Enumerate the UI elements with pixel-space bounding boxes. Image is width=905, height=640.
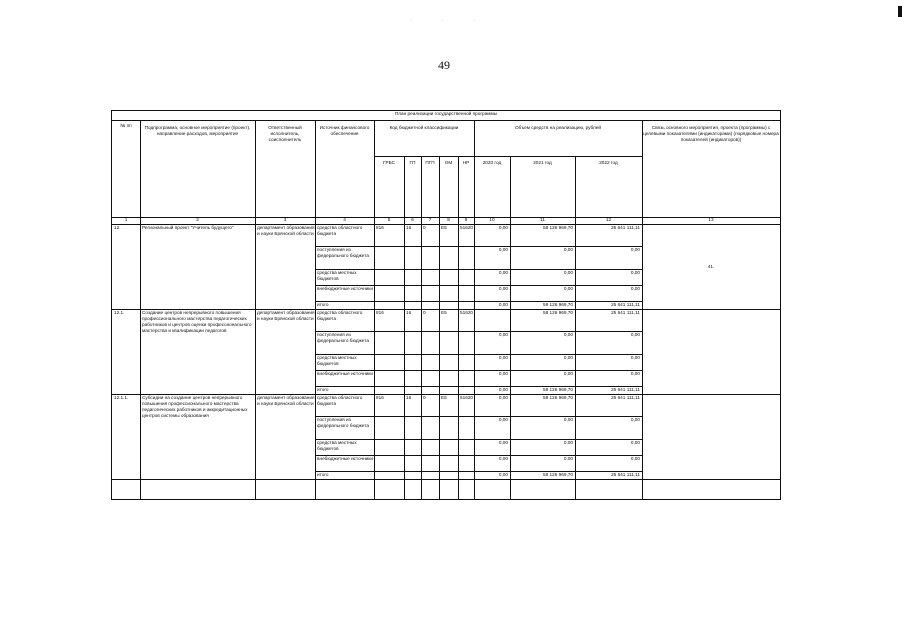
- source-label: внебюджетные источники: [317, 371, 373, 376]
- col-number: 13: [708, 217, 714, 222]
- col-number: 10: [489, 217, 495, 222]
- row-name: Создание центров непрерывного повышения профессионального мастерства педагогических работников и центров оценки профессионального мастерства и квалификации педагогов: [142, 310, 252, 333]
- amount-2020: 0,00: [498, 440, 508, 445]
- col-number: 3: [283, 217, 287, 222]
- source-label: поступления из федерального бюджета: [317, 332, 369, 343]
- source-label: средства местных бюджетов: [317, 270, 357, 281]
- col-number: 11: [540, 217, 545, 222]
- budget-code: 0: [423, 310, 426, 315]
- v-rule: [458, 156, 459, 499]
- row-executor: департамент образования и науки Брянской области: [257, 225, 315, 236]
- amount-2022: 25 641 111,11: [611, 310, 640, 315]
- row-executor: департамент образования и науки Брянской области: [257, 310, 315, 321]
- amount-2022: 25 641 111,11: [611, 302, 640, 307]
- source-label: итого: [317, 302, 329, 307]
- budget-code: E5: [441, 310, 447, 315]
- amount-2021: 58 126 969,70: [543, 395, 573, 400]
- amount-2022: 0,00: [630, 286, 640, 291]
- v-rule: [474, 120, 475, 156]
- budget-code: 0: [423, 225, 426, 230]
- h-rule: [374, 156, 642, 157]
- source-label: внебюджетные источники: [317, 456, 373, 461]
- amount-2021: 0,00: [563, 332, 573, 337]
- amount-2020: 0,00: [498, 387, 508, 392]
- amount-2020: 0,00: [498, 456, 508, 461]
- budget-code: 16: [406, 225, 412, 230]
- row-name: Субсидии на создание центров непрерывного повышения профессионального мастерства педагогических работников и аккредитационных центров системы образования: [142, 395, 248, 418]
- row-num: 12.: [114, 225, 121, 230]
- amount-2020: 0,00: [498, 472, 508, 477]
- budget-code: E5: [441, 225, 447, 230]
- source-label: поступления из федерального бюджета: [317, 247, 369, 258]
- amount-2022: 25 641 111,11: [611, 387, 640, 392]
- indicator-ref: 41.: [707, 264, 715, 269]
- amount-2022: 0,00: [630, 332, 640, 337]
- header-y2020: 2020 год: [482, 160, 502, 165]
- col-number: 9: [464, 217, 468, 222]
- budget-code: E5: [441, 395, 447, 400]
- amount-2020: 0,00: [498, 270, 508, 275]
- row-name: Региональный проект "Учитель будущего": [142, 225, 234, 230]
- header-y2021: 2021 год: [533, 160, 552, 165]
- budget-code: 816: [376, 310, 384, 315]
- header-budget-code: Код бюджетной классификации: [389, 125, 459, 130]
- col-number: 7: [428, 217, 432, 222]
- row-executor: департамент образования и науки Брянской области: [257, 395, 315, 406]
- source-label: итого: [317, 387, 329, 392]
- budget-code: 16: [406, 310, 412, 315]
- amount-2022: 0,00: [630, 440, 640, 445]
- amount-2021: 0,00: [563, 286, 573, 291]
- source-label: средства местных бюджетов: [317, 355, 357, 366]
- amount-2020: 0,00: [498, 332, 508, 337]
- amount-2022: 25 641 111,11: [611, 472, 640, 477]
- col-number: 12: [605, 217, 612, 222]
- amount-2020: 0,00: [498, 355, 508, 360]
- amount-2022: 25 641 111,11: [611, 225, 640, 230]
- source-label: средства областного бюджета: [317, 225, 363, 236]
- amount-2020: 0,00: [498, 395, 508, 400]
- amount-2020: 0,00: [498, 247, 508, 252]
- table-title: План реализации государственной программы: [394, 111, 498, 116]
- scan-dots: · · ·: [410, 18, 490, 24]
- amount-2021: 0,00: [563, 417, 573, 422]
- header-name: Подпрограмма, основное мероприятие (проект), направление расходов, мероприятие: [144, 125, 251, 136]
- budget-code: 0: [423, 395, 426, 400]
- amount-2020: 0,00: [498, 225, 508, 230]
- amount-2022: 0,00: [630, 417, 640, 422]
- budget-code: 816: [376, 395, 384, 400]
- source-label: поступления из федерального бюджета: [317, 417, 369, 428]
- budget-code: 16: [406, 395, 412, 400]
- amount-2021: 58 126 969,70: [543, 310, 573, 315]
- amount-2021: 0,00: [563, 270, 573, 275]
- v-rule: [439, 156, 440, 499]
- header-gp: ГП: [409, 160, 416, 165]
- h-rule: [112, 120, 780, 121]
- header-grbs: ГРБС: [382, 160, 396, 165]
- amount-2021: 58 126 969,70: [543, 472, 573, 477]
- col-number: 5: [387, 217, 391, 222]
- amount-2020: 0,00: [498, 302, 508, 307]
- amount-2020: 0,00: [498, 371, 508, 376]
- col-number: 4: [343, 217, 346, 222]
- v-rule: [404, 156, 405, 499]
- header-source: Источник финансового обеспечения: [319, 125, 370, 136]
- amount-2021: 0,00: [563, 355, 573, 360]
- header-num: № пп: [120, 123, 132, 128]
- amount-2021: 58 126 969,70: [543, 225, 573, 230]
- amount-2020: 0,00: [498, 286, 508, 291]
- col-number: 6: [411, 217, 414, 222]
- source-label: внебюджетные источники: [317, 286, 373, 291]
- col-number: 8: [447, 217, 450, 222]
- header-links: Связь основного мероприятия, проекта (программы) с целевыми показателями (индикаторами) (порядковые номера показателей (индикаторов)): [643, 125, 779, 142]
- row-num: 12.1.: [114, 310, 125, 315]
- budget-code: 816: [376, 225, 384, 230]
- source-label: средства местных бюджетов: [317, 440, 357, 451]
- amount-2021: 0,00: [563, 371, 573, 376]
- header-amount: Объем средств на реализацию, рублей: [515, 125, 601, 130]
- col-number: 1: [124, 217, 128, 222]
- source-label: средства областного бюджета: [317, 310, 363, 321]
- col-number: 2: [196, 217, 199, 222]
- amount-2022: 0,00: [630, 456, 640, 461]
- amount-2020: [474, 310, 510, 331]
- edge-mark: [898, 6, 902, 17]
- implementation-plan-table: [111, 110, 781, 500]
- amount-2022: 0,00: [630, 247, 640, 252]
- budget-code: 51620: [460, 310, 474, 315]
- amount-2022: 0,00: [630, 355, 640, 360]
- header-y2022: 2022 год: [599, 160, 618, 165]
- budget-code: 51620: [460, 225, 474, 230]
- amount-2022: 0,00: [630, 371, 640, 376]
- amount-2021: 0,00: [563, 440, 573, 445]
- source-label: итого: [317, 472, 329, 477]
- amount-2021: 58 126 969,70: [543, 302, 573, 307]
- amount-2021: 58 126 969,70: [543, 387, 573, 392]
- amount-2020: 0,00: [498, 417, 508, 422]
- amount-2022: 25 641 111,11: [611, 395, 640, 400]
- h-rule: [112, 479, 780, 480]
- header-om: ОМ: [444, 160, 453, 165]
- page-number: 49: [438, 58, 450, 72]
- budget-code: 51620: [460, 395, 474, 400]
- v-rule: [421, 156, 422, 499]
- header-pgp: ПГП: [425, 160, 435, 165]
- amount-2021: 0,00: [563, 456, 573, 461]
- source-label: средства областного бюджета: [317, 395, 363, 406]
- amount-2022: 0,00: [630, 270, 640, 275]
- header-executor: Ответственный исполнитель, соисполнитель: [268, 125, 302, 142]
- amount-2021: 0,00: [563, 247, 573, 252]
- header-nr: НР: [462, 160, 470, 165]
- row-num: 12.1.1.: [114, 395, 129, 400]
